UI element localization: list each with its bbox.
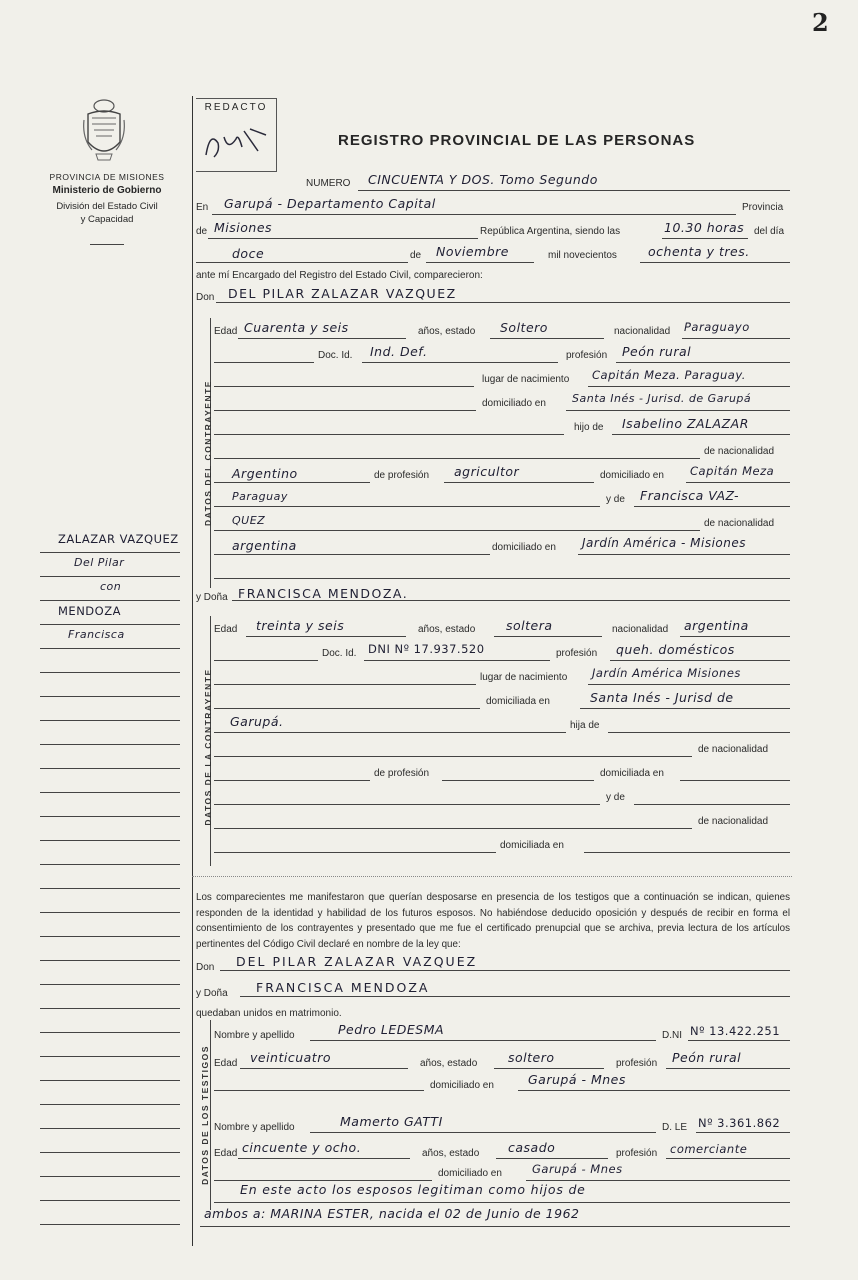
- c2-y-de-label: y de: [606, 792, 625, 803]
- t1-dom-value: Garupá - Mnes: [528, 1072, 626, 1087]
- c2-de-profesion-label: de profesión: [374, 768, 430, 779]
- mil-label: mil novecientos: [548, 250, 617, 261]
- de-mes-label: de: [410, 250, 422, 261]
- testigos-side-label: DATOS DE LOS TESTIGOS: [200, 1045, 210, 1185]
- margin-note-5: Francisca: [68, 628, 125, 641]
- c1-nac-label: de nacionalidad: [704, 446, 775, 457]
- t1-nombre-value: Pedro LEDESMA: [338, 1022, 445, 1037]
- ministry-label: Ministerio de Gobierno: [52, 185, 162, 196]
- c1-nacionalidad-value: Paraguayo: [684, 320, 750, 334]
- don-label: Don: [196, 292, 215, 303]
- declaration-paragraph: Los comparecientes me manifestaron que querían desposarse en presencia de los testigos que a continuación se indican, quienes responden de la identidad y habilidad de los futuros esposos. No habiéndose deducido oposición y después de recibir en forma el consentimiento de los contrayentes y presentado que me fue el certificado prenupcial que se archiva, previa lectura de los artículos pertinentes del Código Civil declaré en nombre de la ley que:: [196, 892, 790, 950]
- mes-value: Noviembre: [436, 244, 509, 259]
- c1-madre-value2: QUEZ: [232, 514, 266, 527]
- coat-of-arms-emblem: [82, 98, 126, 164]
- c2-nac-label: de nacionalidad: [698, 744, 769, 755]
- closing-note-line2: ambos a: MARINA ESTER, nacida el 02 de Junio de 1962: [204, 1206, 580, 1221]
- c2-edad-label: Edad: [214, 624, 238, 635]
- contrayente1-side-label: DATOS DEL CONTRAYENTE: [203, 380, 213, 526]
- provincia-value: Misiones: [214, 220, 273, 235]
- c1-hijo-label: hijo de: [574, 422, 604, 433]
- province-label: PROVINCIA DE MISIONES: [49, 172, 165, 182]
- c1-hijo-value: Isabelino ZALAZAR: [622, 416, 749, 431]
- c2-lugar-value: Jardín América Misiones: [592, 666, 741, 680]
- t2-profesion-label: profesión: [616, 1148, 658, 1159]
- t2-nombre-label: Nombre y apellido: [214, 1122, 295, 1133]
- c2-doc-value: DNI Nº 17.937.520: [368, 642, 485, 656]
- t2-edad-value: cincuente y ocho.: [242, 1140, 362, 1155]
- t1-dom-label: domiciliado en: [430, 1080, 494, 1091]
- dia-value: doce: [232, 246, 265, 261]
- anio-value: ochenta y tres.: [648, 244, 750, 259]
- c1-padre-prof-value: agricultor: [454, 464, 520, 479]
- t1-nombre-label: Nombre y apellido: [214, 1030, 295, 1041]
- c2-dom2-label: domiciliada en: [500, 840, 564, 851]
- c2-profesion-value: queh. domésticos: [616, 642, 735, 657]
- c2-nac2-label: de nacionalidad: [698, 816, 769, 827]
- c1-domicilio-value: Santa Inés - Jurisd. de Garupá: [572, 392, 752, 405]
- c1-padre-prof-label: de profesión: [374, 470, 430, 481]
- en-label: En: [196, 202, 209, 213]
- division-label-1: División del Estado Civil: [56, 201, 158, 212]
- decl-quedaban: quedaban unidos en matrimonio.: [196, 1008, 342, 1019]
- t2-doc-value: Nº 3.361.862: [698, 1116, 781, 1130]
- c2-domicilio-value2: Garupá.: [230, 714, 284, 729]
- c1-madre-dom-label: domiciliado en: [492, 542, 556, 553]
- c1-nacionalidad-label: nacionalidad: [614, 326, 671, 337]
- c1-edad-label: Edad: [214, 326, 238, 337]
- hora-value: 10.30 horas: [664, 220, 745, 235]
- c2-nacionalidad-value: argentina: [684, 618, 749, 633]
- don-value: DEL PILAR ZALAZAR VAZQUEZ: [228, 286, 457, 301]
- c2-estado-value: soltera: [506, 618, 553, 633]
- t1-doc-value: Nº 13.422.251: [690, 1024, 781, 1038]
- t2-estado-value: casado: [508, 1140, 556, 1155]
- c1-madre-dom-value: Jardín América - Misiones: [582, 536, 747, 550]
- t2-anios-label: años, estado: [422, 1148, 480, 1159]
- c1-madre-nac-label: de nacionalidad: [704, 518, 775, 529]
- c2-dona-value: FRANCISCA MENDOZA.: [238, 586, 409, 601]
- t2-dom-value: Garupá - Mnes: [532, 1162, 623, 1176]
- c2-dona-label: y Doña: [196, 592, 228, 603]
- ante-text: ante mí Encargado del Registro del Estado Civil, comparecieron:: [196, 270, 483, 281]
- c1-madre-value: Francisca VAZ-: [640, 488, 739, 503]
- c1-lugar-value: Capitán Meza. Paraguay.: [592, 368, 746, 382]
- decl-don-label: Don: [196, 962, 215, 973]
- t2-doc-label: D. LE: [662, 1122, 688, 1133]
- c1-doc-value: Ind. Def.: [370, 344, 428, 359]
- t2-dom-label: domiciliado en: [438, 1168, 502, 1179]
- document-title: REGISTRO PROVINCIAL DE LAS PERSONAS: [338, 132, 696, 149]
- c1-y-de-label: y de: [606, 494, 625, 505]
- decl-dona-value: FRANCISCA MENDOZA: [256, 980, 430, 995]
- c2-domicilio-value: Santa Inés - Jurisd de: [590, 690, 734, 705]
- closing-note-line1: En este acto los esposos legitiman como hijos de: [240, 1182, 586, 1197]
- provincia-label: Provincia: [742, 202, 784, 213]
- c2-dom-label: domiciliada en: [600, 768, 664, 779]
- c1-padre-nac-value: Argentino: [232, 466, 298, 481]
- redacto-stamp: [196, 98, 277, 172]
- c1-doc-label: Doc. Id.: [318, 350, 353, 361]
- c1-profesion-value: Peón rural: [622, 344, 692, 359]
- t1-edad-label: Edad: [214, 1058, 238, 1069]
- c2-domicilio-label: domiciliada en: [486, 696, 550, 707]
- numero-label: NUMERO: [306, 178, 351, 189]
- c1-profesion-label: profesión: [566, 350, 608, 361]
- c2-edad-value: treinta y seis: [256, 618, 345, 633]
- c2-profesion-label: profesión: [556, 648, 598, 659]
- page-number: 2: [812, 8, 829, 37]
- t2-profesion-value: comerciante: [670, 1142, 748, 1156]
- c2-anios-label: años, estado: [418, 624, 476, 635]
- c2-lugar-label: lugar de nacimiento: [480, 672, 568, 683]
- c2-nacionalidad-label: nacionalidad: [612, 624, 669, 635]
- republica-label: República Argentina, siendo las: [480, 226, 621, 237]
- t1-anios-label: años, estado: [420, 1058, 478, 1069]
- t1-edad-value: veinticuatro: [250, 1050, 331, 1065]
- contrayente2-side-label: DATOS DE LA CONTRAYENTE: [203, 668, 213, 826]
- division-label-2: y Capacidad: [80, 214, 134, 225]
- margin-note-4: MENDOZA: [58, 604, 121, 618]
- t1-doc-label: D.NI: [662, 1030, 682, 1041]
- en-value: Garupá - Departamento Capital: [224, 196, 436, 211]
- c1-padre-dom-value2: Paraguay: [232, 490, 288, 503]
- c1-edad-value: Cuarenta y seis: [244, 320, 349, 335]
- c1-estado-value: Soltero: [500, 320, 548, 335]
- margin-note-3: con: [100, 580, 122, 593]
- c1-lugar-label: lugar de nacimiento: [482, 374, 570, 385]
- c1-domicilio-label: domiciliado en: [482, 398, 546, 409]
- decl-don-value: DEL PILAR ZALAZAR VAZQUEZ: [236, 954, 478, 969]
- margin-note-1: ZALAZAR VAZQUEZ: [58, 532, 179, 546]
- numero-value: CINCUENTA Y DOS. Tomo Segundo: [368, 172, 598, 187]
- c1-madre-nac-value: argentina: [232, 538, 297, 553]
- decl-dona-label: y Doña: [196, 988, 228, 999]
- redacto-label: REDACTO: [204, 102, 268, 113]
- t1-profesion-value: Peón rural: [672, 1050, 742, 1065]
- t1-estado-value: soltero: [508, 1050, 555, 1065]
- left-header: [22, 172, 192, 225]
- t2-nombre-value: Mamerto GATTI: [340, 1114, 443, 1129]
- del-dia-label: del día: [754, 226, 785, 237]
- margin-note-2: Del Pilar: [74, 556, 125, 569]
- t2-edad-label: Edad: [214, 1148, 238, 1159]
- form-left-border: [192, 96, 193, 1246]
- c2-doc-label: Doc. Id.: [322, 648, 357, 659]
- c1-padre-dom-label: domiciliado en: [600, 470, 664, 481]
- c1-anios-label: años, estado: [418, 326, 476, 337]
- c2-hija-label: hija de: [570, 720, 600, 731]
- de-label: de: [196, 226, 208, 237]
- t1-profesion-label: profesión: [616, 1058, 658, 1069]
- c1-padre-dom-value: Capitán Meza: [690, 464, 775, 478]
